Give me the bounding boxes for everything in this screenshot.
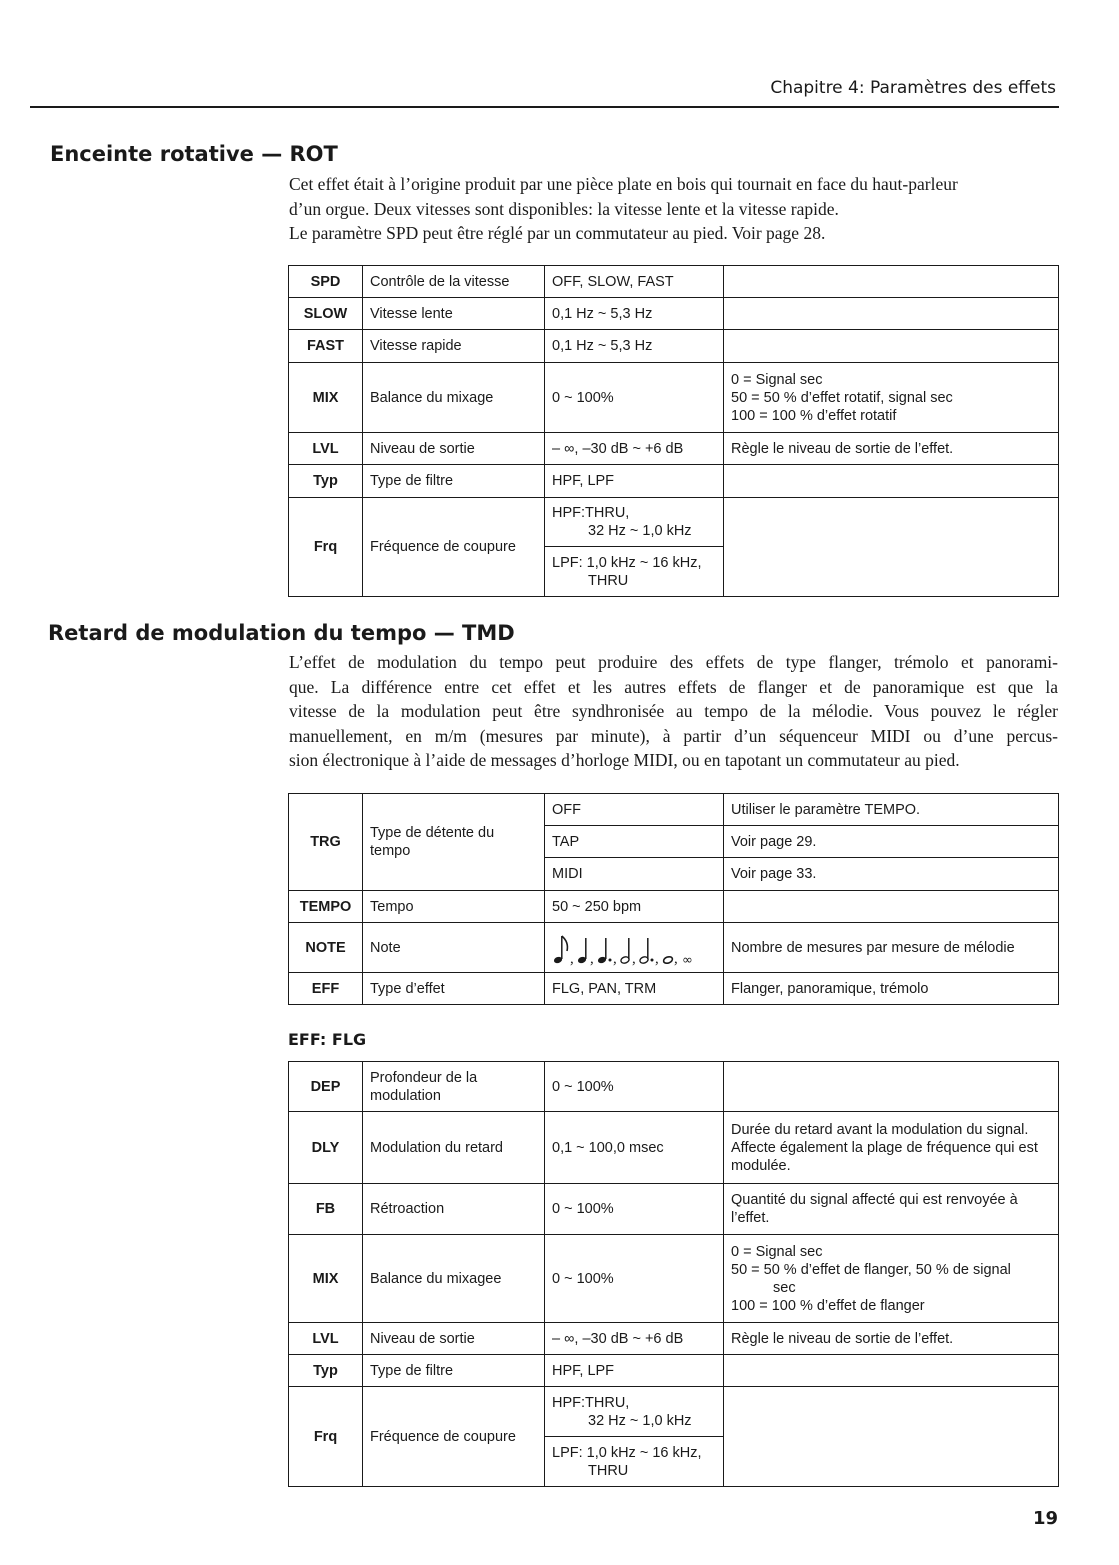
page-number: 19: [1032, 1508, 1058, 1529]
tmd-parameter-table: [288, 793, 1059, 1005]
param-key: FAST: [289, 330, 363, 363]
param-range: 0,1 ~ 100,0 msec: [545, 1112, 724, 1184]
param-note: Voir page 33.: [724, 858, 1059, 891]
table-row: [289, 794, 1059, 826]
rot-section-title: Enceinte rotative — ROT: [50, 142, 338, 166]
param-key: Frq: [289, 1387, 363, 1487]
param-key: TEMPO: [289, 891, 363, 923]
param-range: 0 ~ 100%: [545, 1184, 724, 1235]
param-range: HPF, LPF: [545, 465, 724, 498]
param-name: Note: [363, 923, 545, 973]
param-key: MIX: [289, 363, 363, 433]
note-line: 0 = Signal sec: [731, 1243, 823, 1260]
param-range: OFF: [545, 794, 724, 826]
header-rule: [30, 106, 1059, 108]
range-line: THRU: [588, 1462, 629, 1479]
param-key: FB: [289, 1184, 363, 1235]
param-name: Vitesse lente: [363, 298, 545, 330]
param-note: [724, 266, 1059, 298]
note-line: 0 = Signal sec: [731, 371, 823, 388]
param-range: FLG, PAN, TRM: [545, 973, 724, 1005]
param-name: Rétroaction: [363, 1184, 545, 1235]
param-range: [545, 547, 724, 597]
param-key: TRG: [289, 794, 363, 891]
table-row: [289, 923, 1059, 973]
param-name: Type de filtre: [363, 1355, 545, 1387]
param-name: Fréquence de coupure: [363, 1387, 545, 1487]
param-name: Contrôle de la vitesse: [363, 266, 545, 298]
param-range: 0,1 Hz ~ 5,3 Hz: [545, 330, 724, 363]
param-note: Utiliser le paramètre TEMPO.: [724, 794, 1059, 826]
param-key: Typ: [289, 465, 363, 498]
param-range: [545, 923, 724, 973]
param-note: [724, 1062, 1059, 1112]
param-name: Niveau de sortie: [363, 433, 545, 465]
table-row: [289, 298, 1059, 330]
param-name: Modulation du retard: [363, 1112, 545, 1184]
table-row: [289, 433, 1059, 465]
svg-text:,: ,: [655, 950, 659, 966]
param-key: Frq: [289, 498, 363, 597]
rot-paragraph-line: Cet effet était à l’origine produit par une pièce plate en bois qui tournait en face du haut-parleur: [289, 174, 958, 194]
svg-text:,: ,: [590, 950, 594, 966]
param-range: OFF, SLOW, FAST: [545, 266, 724, 298]
table-row: [289, 363, 1059, 433]
param-range: 0,1 Hz ~ 5,3 Hz: [545, 298, 724, 330]
param-note: [724, 363, 1059, 433]
table-row: [289, 330, 1059, 363]
table-row: [289, 1184, 1059, 1235]
note-line: sec: [773, 1279, 796, 1296]
chapter-header: Chapitre 4: Paramètres des effets: [770, 78, 1056, 98]
param-key: LVL: [289, 1323, 363, 1355]
param-name: Type de filtre: [363, 465, 545, 498]
table-row: [289, 973, 1059, 1005]
tmd-paragraph-line: que. La différence entre cet effet et les autres effets de flanger et de panoramique est que la: [289, 676, 1058, 697]
range-line: 32 Hz ~ 1,0 kHz: [588, 1412, 692, 1429]
range-line: 32 Hz ~ 1,0 kHz: [588, 523, 692, 539]
param-name: Vitesse rapide: [363, 330, 545, 363]
param-note: [724, 1355, 1059, 1387]
param-note: [724, 330, 1059, 363]
note-line: 50 = 50 % d’effet rotatif, signal sec: [731, 389, 953, 406]
table-row: [289, 1323, 1059, 1355]
param-range: TAP: [545, 826, 724, 858]
tmd-paragraph-line: sion électronique à l’aide de messages d’horloge MIDI, ou en tapotant un commutateur au pied.: [289, 750, 960, 770]
table-row: [289, 465, 1059, 498]
table-row: [289, 266, 1059, 298]
param-name: Profondeur de la modulation: [363, 1062, 545, 1112]
param-name: Balance du mixage: [363, 363, 545, 433]
svg-text:,: ,: [570, 950, 574, 966]
range-line: HPF:THRU,: [552, 505, 630, 521]
param-key: SPD: [289, 266, 363, 298]
table-row: [289, 1112, 1059, 1184]
param-range: [545, 498, 724, 547]
param-note: [724, 298, 1059, 330]
range-line: HPF:THRU,: [552, 1394, 630, 1411]
tmd-paragraph: [289, 650, 1058, 773]
param-name: Tempo: [363, 891, 545, 923]
param-range: MIDI: [545, 858, 724, 891]
svg-text:,: ,: [674, 950, 678, 966]
param-range: 0 ~ 100%: [545, 1062, 724, 1112]
param-range: – ∞, –30 dB ~ +6 dB: [545, 1323, 724, 1355]
param-note: Quantité du signal affecté qui est renvoyée à l’effet.: [724, 1184, 1059, 1235]
param-key: DLY: [289, 1112, 363, 1184]
param-note: Règle le niveau de sortie de l’effet.: [724, 1323, 1059, 1355]
param-note: [724, 498, 1059, 597]
param-note: [724, 465, 1059, 498]
param-range: 0 ~ 100%: [545, 1235, 724, 1323]
table-row: [289, 1235, 1059, 1323]
note-values-icon: [552, 930, 702, 966]
param-name: Fréquence de coupure: [363, 498, 545, 597]
param-range: HPF, LPF: [545, 1355, 724, 1387]
param-range: [545, 1387, 724, 1437]
param-key: MIX: [289, 1235, 363, 1323]
param-key: DEP: [289, 1062, 363, 1112]
param-range: – ∞, –30 dB ~ +6 dB: [545, 433, 724, 465]
rot-paragraph: [289, 172, 1059, 246]
param-note: Nombre de mesures par mesure de mélodie: [724, 923, 1059, 973]
infinity-symbol: ∞: [682, 952, 693, 966]
param-note: [724, 1387, 1059, 1487]
tmd-section-title: Retard de modulation du tempo — TMD: [48, 621, 515, 645]
rot-paragraph-line: d’un orgue. Deux vitesses sont disponibles: la vitesse lente et la vitesse rapide.: [289, 198, 839, 219]
param-name: Balance du mixagee: [363, 1235, 545, 1323]
table-row: [289, 1387, 1059, 1437]
note-line: 100 = 100 % d’effet rotatif: [731, 407, 897, 424]
param-name: Type de détente du tempo: [363, 794, 545, 891]
param-key: EFF: [289, 973, 363, 1005]
param-key: NOTE: [289, 923, 363, 973]
param-note: [724, 891, 1059, 923]
tmd-paragraph-line: vitesse de la modulation peut être syndhronisée au tempo de la mélodie. Vous pouvez le régler: [289, 701, 1058, 721]
note-line: 100 = 100 % d’effet de flanger: [731, 1297, 925, 1314]
param-note: [724, 1235, 1059, 1323]
rot-paragraph-line: Le paramètre SPD peut être réglé par un commutateur au pied. Voir page 28.: [289, 223, 826, 243]
param-key: LVL: [289, 433, 363, 465]
note-line: 50 = 50 % d’effet de flanger, 50 % de signal: [731, 1261, 1011, 1278]
table-row: [289, 498, 1059, 547]
table-row: [289, 1062, 1059, 1112]
param-note: Règle le niveau de sortie de l’effet.: [724, 433, 1059, 465]
param-range: 50 ~ 250 bpm: [545, 891, 724, 923]
param-name: Type d’effet: [363, 973, 545, 1005]
range-line: LPF: 1,0 kHz ~ 16 kHz,: [552, 1444, 702, 1461]
table-row: [289, 1355, 1059, 1387]
param-note: Flanger, panoramique, trémolo: [724, 973, 1059, 1005]
param-range: [545, 1437, 724, 1487]
rot-parameter-table: [288, 265, 1059, 597]
param-note: Voir page 29.: [724, 826, 1059, 858]
range-line: THRU: [588, 572, 629, 589]
flg-parameter-table: [288, 1061, 1059, 1487]
svg-text:,: ,: [613, 950, 617, 966]
svg-text:,: ,: [632, 950, 636, 966]
tmd-paragraph-line: L’effet de modulation du tempo peut produire des effets de type flanger, trémolo et panorami-: [289, 652, 1058, 672]
param-range: 0 ~ 100%: [545, 363, 724, 433]
param-name: Niveau de sortie: [363, 1323, 545, 1355]
flg-subsection-title: EFF: FLG: [288, 1030, 367, 1049]
param-note: Durée du retard avant la modulation du signal. Affecte également la plage de fréquence qui est modulée.: [724, 1112, 1059, 1184]
tmd-paragraph-line: manuellement, en m/m (mesures par minute), à partir d’un séquenceur MIDI ou d’une percus-: [289, 725, 1058, 746]
range-line: LPF: 1,0 kHz ~ 16 kHz,: [552, 554, 702, 571]
param-key: Typ: [289, 1355, 363, 1387]
param-key: SLOW: [289, 298, 363, 330]
table-row: [289, 891, 1059, 923]
